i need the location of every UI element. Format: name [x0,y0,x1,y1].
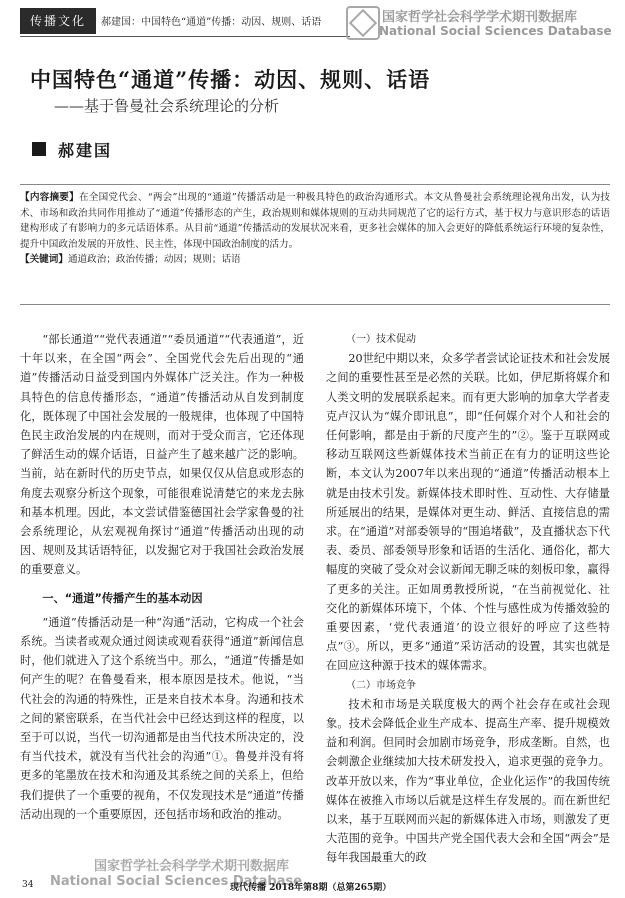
abstract-bottom-rule [20,304,610,305]
journal-footer: 现代传播 2018年第8期（总第265期） [230,883,392,893]
body-column-right [326,330,610,868]
article-title: 中国特色“通道”传播：动因、规则、话语 [30,67,431,92]
database-logo-icon [346,6,380,40]
section-tag: 传播文化 [20,8,96,34]
abstract-label: 【内容摘要】 [20,192,79,203]
body-column-left [20,330,304,824]
watermark-en-top: National Social Sciences Database [379,24,612,38]
abstract-paragraph [20,190,610,252]
body-paragraph: 技术和市场是关联度极大的两个社会存在或社会现象。技术会降低企业生产成本、提高生产率、提升规模效益和利润。但同时会加剧市场竞争，形成垄断。自然，也会刺激企业继续加大技术研发投入，追求更强的竞争力。改革开放以来，作为“事业单位，企业化运作”的我国传统媒体在被推入市场以后就是这样生存发展的。而在新世纪以来，基于互联网而兴起的新媒体进入市场，则激发了更大范围的竞争。中国共产党全国代表大会和全国“两会”是每年我国最重大的政 [326,697,610,865]
section-heading: 一、“通道”传播产生的基本动因 [42,591,203,605]
article-subtitle: ——基于鲁曼社会系统理论的分析 [54,97,280,115]
intro-paragraph: “部长通道”“党代表通道”“委员通道”“代表通道”，近十年以来，在全国“两会”、全国党代会先后出现的“通道”传播活动日益受到国内外媒体广泛关注。作为一种极具特色的信息传播形态，“通道”传播活动从自发到制度化，既体现了中国社会发展的一般规律，也体现了中国特色民主政治发展的内在规则，而对于受众而言，它还体现了鲜活生动的媒介话语，日益产生了越来越广泛的影响。当前，站在新时代的历史节点，如果仅仅从信息或形态的角度去观察分析这个现象，可能很难说清楚它的来龙去脉和基本机理。因此，本文尝试借鉴德国社会学家鲁曼的社会系统理论，从宏观视角探讨“通道”传播活动出现的动因、规则及其话语特征，以发掘它对于我国社会政治发展的重要意义。 [20,333,304,577]
body-paragraph: “通道”传播活动是一种“沟通”活动，它构成一个社会系统。当读者或观众通过阅读或观看获得“通道”新闻信息时，他们就进入了这个系统当中。那么，“通道”传播是如何产生的呢？在鲁曼看来，根本原因是技术。他说，“当代社会的沟通的特殊性，正是来自技术本身。沟通和技术之间的紧密联系，在当代社会中已经达到这样的程度，以至于可以说，当代一切沟通都是由当代技术所决定的，没有当代技术，就没有当代社会的沟通”①。鲁曼并没有将更多的笔墨放在技术和沟通及其系统之间的关系上，但给我们提供了一个重要的视角，不仅发现技术是“通道”传播活动出现的一个重要原因，还包括市场和政治的推动。 [20,615,304,821]
watermark-cn-bottom: 国家哲学社会科学学术期刊数据库 [94,859,290,874]
watermark-en-bottom: National Social Sciences Database [50,874,303,889]
page-number: 34 [22,880,34,890]
abstract-text: 在全国党代会、“两会”出现的“通道”传播活动是一种极具特色的政治沟通形式。本文从鲁曼社会系统理论视角出发，认为技术、市场和政治共同作用推动了“通道”传播形态的产生，政治规则和媒体规则的互动共同规范了它的运行方式，基于权力与意识形态的话语建构形成了有影响力的多元话语体系。从目前“通道”传播活动的发展状况来看，更多社会媒体的加入会更好的降低系统运行环境的复杂性，提升中国政治发展的开放性、民主性，体现中国政治制度的活力。 [20,192,610,250]
running-head: 郝建国：中国特色“通道”传播：动因、规则、话语 [101,17,322,28]
abstract-block [20,190,610,268]
keywords-label: 【关键词】 [20,254,68,266]
header-divider [20,36,350,37]
watermark-cn-top: 国家哲学社会科学学术期刊数据库 [382,10,578,25]
subsection-heading: （一）技术促动 [346,334,416,345]
author-square-icon [32,142,46,156]
body-paragraph: 20世纪中期以来，众多学者尝试论证技术和社会发展之间的重要性甚至是必然的关联。比如，伊尼斯将媒介和人类文明的发展联系起来。而有更大影响的加拿大学者麦克卢汉认为“媒介即讯息”，即“任何媒介对个人和社会的任何影响，都是由于新的尺度产生的”②。鉴于互联网或移动互联网这些新媒体技术当前正在有力的证明这些论断，本文认为2007年以来出现的“通道”传播活动根本上就是由技术引发。新媒体技术即时性、互动性、大存储量所延展出的结果，是媒体对更生动、鲜活、直接信息的需求。在“通道”对部委领导的“围追堵截”，及直播状态下代表、委员、部委领导形象和话语的生活化、通俗化，都大幅度的突破了受众对会议新闻无聊乏味的刻板印象，赢得了更多的关注。正如周勇教授所说，“在当前视觉化、社交化的新媒体环境下，个体、个性与感性成为传播效验的重要因素，‘党代表通道’的设立很好的呼应了这些特点”③。所以，更多“通道”采访活动的设置，其实也就是在回应这种源于技术的媒体需求。 [326,352,610,673]
subsection-heading: （二）市场竞争 [346,679,416,691]
abstract-top-rule [20,184,610,185]
author-name: 郝建国 [58,141,113,160]
keywords-line [20,252,610,268]
keywords-text: 通道政治；政治传播；动因；规则；话语 [67,254,241,266]
